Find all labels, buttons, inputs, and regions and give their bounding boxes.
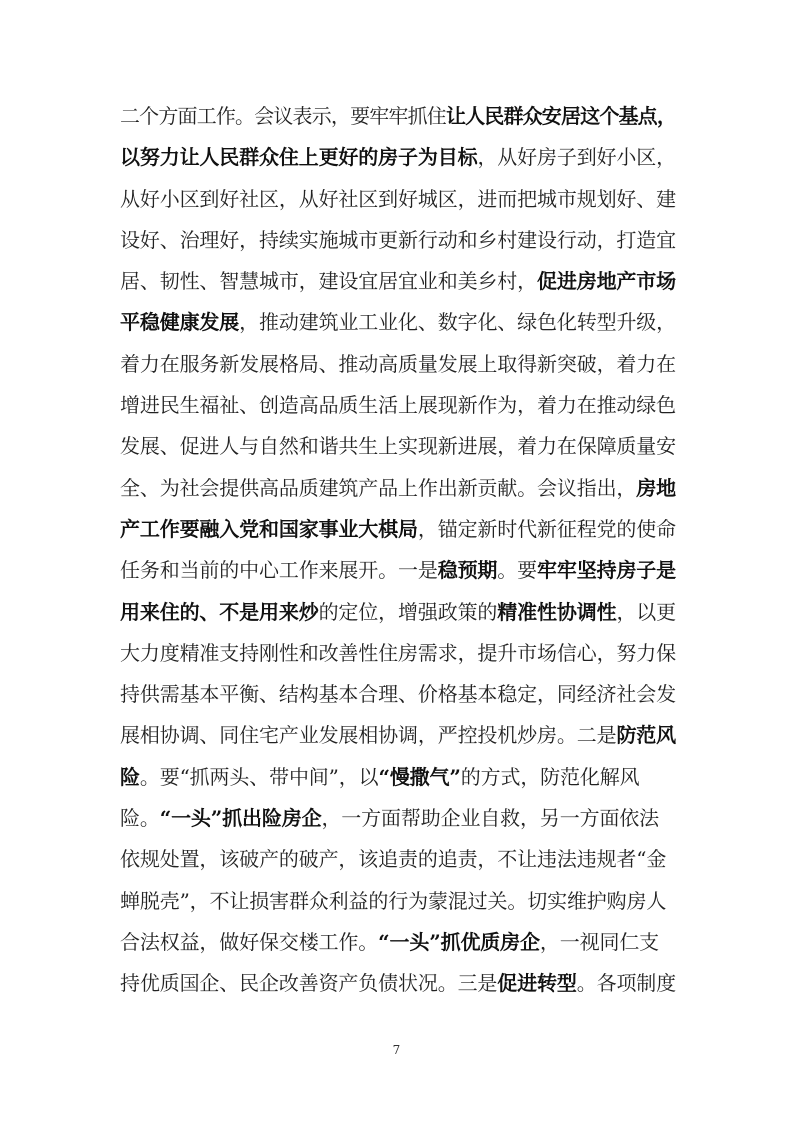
text-line [120, 757, 680, 798]
text-line [120, 839, 680, 880]
bold-text: 稳预期 [437, 558, 498, 583]
text-line [120, 798, 680, 839]
text-run: ，推动建筑业工业化、数字化、绿色化转型升级， [239, 310, 677, 335]
text-run: 。要 [497, 558, 538, 583]
text-run: 设好、治理好，持续实施城市更新行动和乡村建设行动，打造宜 [120, 227, 676, 252]
text-run: 增进民生福祉、创造高品质生活上展现新作为，着力在推动绿色 [120, 393, 676, 418]
text-line [120, 96, 680, 137]
text-line [120, 881, 680, 922]
text-run: 合法权益，做好保交楼工作。 [120, 929, 379, 954]
text-run: 。要“抓两头、带中间”，以 [139, 764, 379, 789]
text-run: 蝉脱壳”，不让损害群众利益的行为蒙混过关。切实维护购房人 [120, 888, 667, 913]
text-line [120, 344, 680, 385]
text-run: ，从好房子到好小区， [477, 145, 677, 170]
text-run: 险。 [120, 806, 160, 831]
text-run: 展相协调、同住宅产业发展相协调，严控投机炒房。二是 [120, 723, 617, 748]
bold-text: 精准性协调性 [497, 599, 617, 624]
page-number: 7 [392, 1043, 401, 1057]
text-line [120, 179, 680, 220]
text-run: 着力在服务新发展格局、推动高质量发展上取得新突破，着力在 [120, 351, 676, 376]
bold-text: 险 [120, 764, 140, 789]
text-run: 发展、促进人与自然和谐共生上实现新进展，着力在保障质量安 [120, 434, 676, 459]
bold-text: 以努力让人民群众住上更好的房子为目标 [120, 145, 478, 170]
text-run: 居、韧性、智慧城市，建设宜居宜业和美乡村， [120, 269, 537, 294]
text-line [120, 550, 680, 591]
bold-text: “一头”抓优质房企 [378, 929, 540, 954]
text-line [120, 302, 680, 343]
bold-text: 促进房地产市场 [537, 269, 676, 294]
bold-text: “慢撒气” [378, 764, 461, 789]
text-line [120, 220, 680, 261]
text-run: 依规处置，该破产的破产，该追责的追责，不让违法违规者“金 [120, 847, 667, 872]
text-line [120, 633, 680, 674]
text-run: 从好小区到好社区，从好社区到好城区，进而把城市规划好、建 [120, 186, 676, 211]
text-run: ，一视同仁支 [539, 929, 660, 954]
bold-text: 防范风 [616, 723, 677, 748]
text-run: 二个方面工作。会议表示，要牢牢抓住 [120, 104, 446, 128]
bold-text: 用来住的、不是用来炒 [120, 599, 319, 624]
text-run: 持供需基本平衡、结构基本合理、价格基本稳定，同经济社会发 [120, 682, 676, 707]
text-line [120, 137, 680, 178]
text-line [120, 592, 680, 633]
body-text [120, 96, 680, 1005]
text-run: 任务和当前的中心工作来展开。一是 [120, 558, 438, 583]
text-line [120, 674, 680, 715]
text-line [120, 426, 680, 467]
bold-text: 平稳健康发展 [120, 310, 240, 335]
bold-text: 产工作要融入党和国家事业大棋局 [120, 516, 418, 541]
text-run: ，以更 [616, 599, 677, 624]
text-run: 。各项制度 [576, 971, 677, 996]
bold-text: 促进转型 [497, 971, 577, 996]
text-line [120, 922, 680, 963]
text-run: 持优质国企、民企改善资产负债状况。三是 [120, 971, 498, 996]
text-run: 的方式，防范化解风 [460, 764, 640, 789]
text-run: 的定位，增强政策的 [318, 599, 498, 624]
text-run: 全、为社会提供高品质建筑产品上作出新贡献。会议指出， [120, 475, 637, 500]
text-line [120, 509, 680, 550]
bold-text: 牢牢坚持房子是 [537, 558, 677, 583]
text-line [120, 385, 680, 426]
bold-text: 让人民群众安居这个基点， [445, 104, 677, 128]
text-line [120, 715, 680, 756]
text-line [120, 468, 680, 509]
text-line [120, 963, 680, 1004]
text-line [120, 261, 680, 302]
text-run: ，锚定新时代新征程党的使命 [417, 516, 677, 541]
text-run: 大力度精准支持刚性和改善性住房需求，提升市场信心，努力保 [120, 640, 676, 665]
text-run: ，一方面帮助企业自救，另一方面依法 [321, 806, 660, 831]
bold-text: “一头”抓出险房企 [159, 806, 322, 831]
bold-text: 房地 [636, 475, 677, 500]
